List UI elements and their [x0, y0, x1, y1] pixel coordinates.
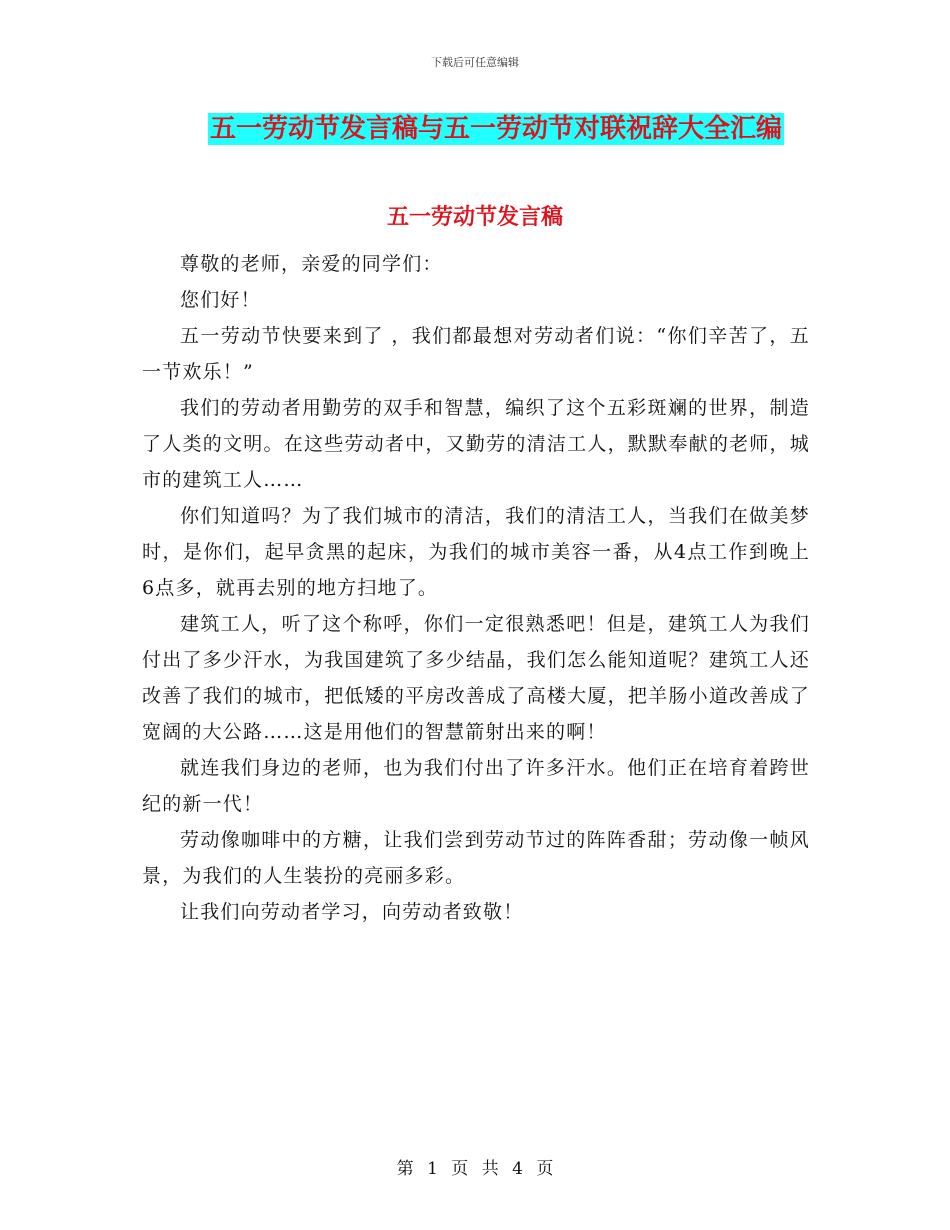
paragraph: 你们知道吗？为了我们城市的清洁，我们的清洁工人，当我们在做美梦时，是你们，起早贪黑的起床，为我们的城市美容一番，从4点工作到晚上6点多，就再去别的地方扫地了。: [142, 505, 810, 599]
paragraph: 我们的劳动者用勤劳的双手和智慧，编织了这个五彩斑斓的世界，制造了人类的文明。在这些劳动者中，又勤劳的清洁工人，默默奉献的老师，城市的建筑工人……: [142, 397, 810, 491]
paragraph-closing: 让我们向劳动者学习，向劳动者致敬！: [180, 901, 524, 923]
paragraph: 就连我们身边的老师，也为我们付出了许多汗水。他们正在培育着跨世纪的新一代！: [142, 757, 810, 815]
paragraph: 五一劳动节快要来到了 ，我们都最想对劳动者们说：“你们辛苦了，五一节欢乐！”: [142, 325, 810, 383]
paragraph: 劳动像咖啡中的方糖，让我们尝到劳动节过的阵阵香甜；劳动像一帧风景，为我们的人生装扮的亮丽多彩。: [142, 829, 810, 887]
header-note: 下载后可任意编辑: [431, 56, 519, 69]
paragraph: 建筑工人，听了这个称呼，你们一定很熟悉吧！但是，建筑工人为我们付出了多少汗水，为我国建筑了多少结晶，我们怎么能知道呢？建筑工人还改善了我们的城市，把低矮的平房改善成了高楼大厦，把羊肠小道改善成了宽阔的大公路……这是用他们的智慧箭射出来的啊！: [142, 613, 810, 743]
document-title: 五一劳动节发言稿与五一劳动节对联祝辞大全汇编: [210, 114, 783, 144]
section-title: 五一劳动节发言稿: [386, 204, 563, 230]
page-number: 第 1 页 共 4 页: [396, 1159, 554, 1179]
paragraph-salutation: 尊敬的老师，亲爱的同学们：: [180, 253, 443, 275]
paragraph-greeting: 您们好！: [180, 289, 261, 311]
body-text: [142, 246, 810, 930]
